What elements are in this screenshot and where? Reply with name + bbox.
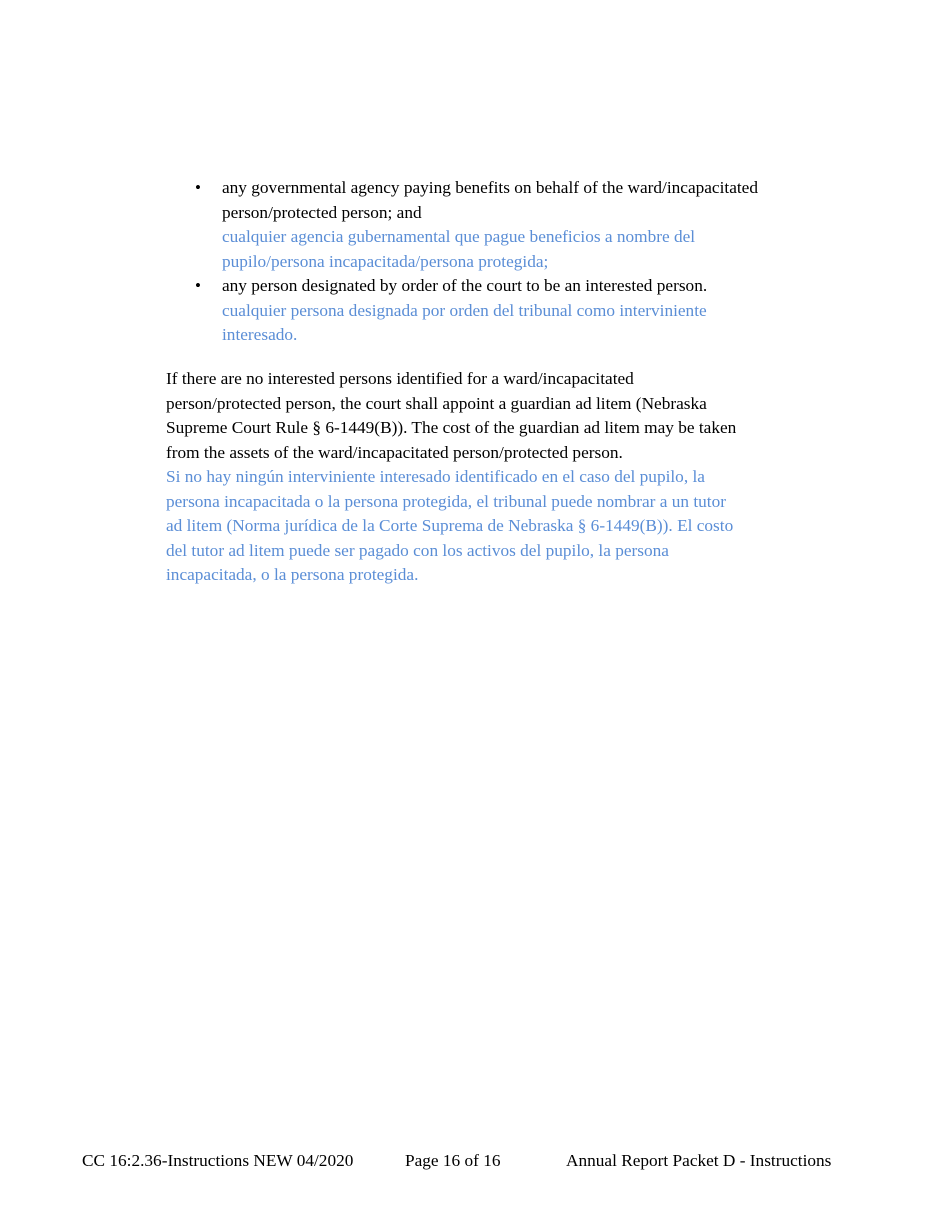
paragraph-spanish-line-2: persona incapacitada o la persona protegida, el tribunal puede nombrar a un tutor: [166, 491, 726, 511]
bullet-marker: •: [195, 276, 201, 295]
bullet-2-english-line-1: any person designated by order of the court to be an interested person.: [222, 276, 708, 295]
bullet-1-english-line-2: person/protected person; and: [222, 202, 422, 222]
paragraph-english-line-4: from the assets of the ward/incapacitated person/protected person.: [166, 442, 623, 462]
bullet-1-english-line-1: any governmental agency paying benefits on behalf of the ward/incapacitated: [222, 178, 758, 197]
bullet-2-spanish-line-2: interesado.: [222, 325, 298, 344]
paragraph-english-line-3: Supreme Court Rule § 6-1449(B)). The cost of the guardian ad litem may be taken: [166, 418, 737, 437]
bullet-1-spanish-line-1: cualquier agencia gubernamental que pague beneficios a nombre del: [222, 227, 696, 246]
paragraph-spanish-line-4: del tutor ad litem puede ser pagado con los activos del pupilo, la persona: [166, 540, 669, 560]
bullet-list: [190, 176, 810, 348]
bullet-item-1: [190, 176, 810, 274]
footer-document-title: Annual Report Packet D - Instructions: [566, 1151, 832, 1170]
guardian-ad-litem-paragraph: [166, 367, 806, 588]
bullet-marker: •: [195, 178, 201, 197]
paragraph-english-line-1: If there are no interested persons identified for a ward/incapacitated: [166, 369, 634, 388]
bullet-2-spanish-line-1: cualquier persona designada por orden del tribunal como interviniente: [222, 300, 707, 320]
paragraph-spanish-line-3: ad litem (Norma jurídica de la Corte Suprema de Nebraska § 6-1449(B)). El costo: [166, 516, 734, 535]
paragraph-spanish-line-5: incapacitada, o la persona protegida.: [166, 565, 419, 584]
paragraph-spanish-line-1: Si no hay ningún interviniente interesado identificado en el caso del pupilo, la: [166, 467, 705, 486]
paragraph-english-line-2: person/protected person, the court shall appoint a guardian ad litem (Nebraska: [166, 393, 707, 413]
footer-form-id: CC 16:2.36-Instructions NEW 04/2020: [82, 1151, 354, 1170]
bullet-1-spanish-line-2: pupilo/persona incapacitada/persona protegida;: [222, 251, 549, 271]
bullet-item-2: [190, 274, 810, 348]
footer-page-number: Page 16 of 16: [405, 1151, 501, 1170]
